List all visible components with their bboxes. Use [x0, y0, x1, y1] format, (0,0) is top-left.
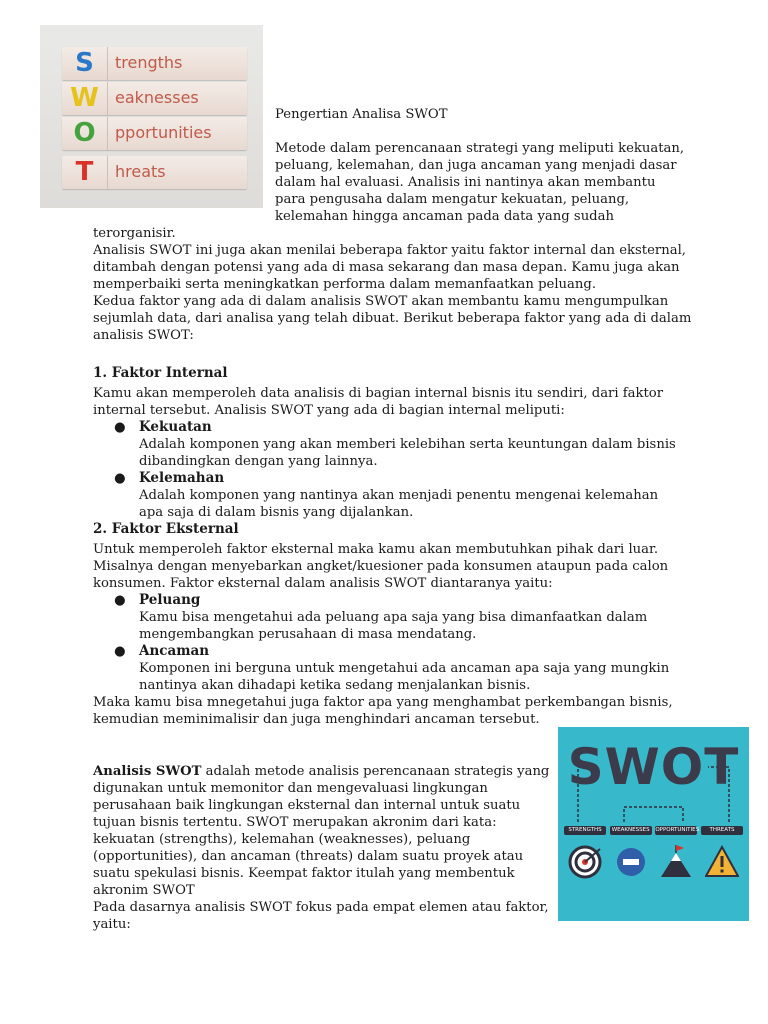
intro-paragraph [275, 140, 695, 225]
text-line: Misalnya dengan menyebarkan angket/kuesioner pada konsumen ataupun pada calon [93, 559, 669, 574]
swot-infographic-image [558, 727, 749, 921]
text-line: perusahaan baik lingkungan eksternal dan internal untuk suatu [93, 798, 521, 813]
block-letter: W [70, 83, 99, 113]
block-letter: T [75, 157, 94, 187]
text-line: akronim SWOT [93, 883, 195, 898]
column-threats [701, 826, 743, 908]
text-line: konsumen. Faktor eksternal dalam analisis SWOT diantaranya yaitu: [93, 576, 553, 591]
text-line: Kedua faktor yang ada di dalam analisis SWOT akan membantu kamu mengumpulkan [93, 294, 669, 309]
column-label: STRENGTHS [564, 826, 606, 835]
text-line: tujuan bisnis tertentu. SWOT merupakan akronim dari kata: [93, 815, 497, 830]
minus-icon [610, 841, 652, 883]
block-opportunities [62, 117, 247, 150]
block-strengths [62, 47, 247, 80]
intro-line: dalam hal evaluasi. Analisis ini nantinya akan membantu [275, 175, 656, 190]
column-label: WEAKNESSES [610, 826, 652, 835]
paragraph-3 [93, 694, 693, 728]
text-line: analisis SWOT: [93, 328, 194, 343]
text-line: nantinya akan dihadapi ketika sedang menjalankan bisnis. [139, 678, 531, 693]
intro-line: peluang, kelemahan, dan juga ancaman yang menjadi dasar [275, 158, 677, 173]
intro-tail: terorganisir. [93, 226, 176, 241]
intro-title: Pengertian Analisa SWOT [275, 107, 448, 122]
intro-line: kelemahan hingga ancaman pada data yang sudah [275, 209, 614, 224]
text-line: yaitu: [93, 917, 131, 932]
infographic-columns [564, 826, 743, 908]
paragraph-2 [93, 293, 693, 344]
intro-line: Metode dalam perencanaan strategi yang meliputi kekuatan, [275, 141, 685, 156]
text-line: Analisis SWOT ini juga akan menilai beberapa faktor yaitu faktor internal dan eksternal, [93, 243, 686, 258]
list-item-title: Peluang [139, 592, 201, 608]
warning-icon [701, 841, 743, 883]
text-line: kekuatan (strengths), kelemahan (weaknesses), peluang [93, 832, 471, 847]
external-list [93, 592, 693, 694]
block-word: eaknesses [115, 88, 199, 107]
text-line: Pada dasarnya analisis SWOT fokus pada empat elemen atau faktor, [93, 900, 549, 915]
text-line: Kamu bisa mengetahui ada peluang apa saja yang bisa dimanfaatkan dalam [139, 610, 648, 625]
text-line: internal tersebut. Analisis SWOT yang ada di bagian internal meliputi: [93, 403, 565, 418]
bullet-icon: ● [114, 593, 126, 608]
text-line: dibandingkan dengan yang lainnya. [139, 454, 378, 469]
text-line: Untuk memperoleh faktor eksternal maka kamu akan membutuhkan pihak dari luar. [93, 542, 659, 557]
text-line: mengembangkan perusahaan di masa mendatang. [139, 627, 477, 642]
block-word: hreats [115, 162, 166, 181]
block-letter: O [73, 118, 96, 148]
column-opportunities [655, 826, 700, 908]
text-line: Maka kamu bisa mnegetahui juga faktor apa yang menghambat perkembangan bisnis, [93, 695, 673, 710]
final-bold-term: Analisis SWOT [93, 764, 202, 779]
bullet-icon: ● [114, 471, 126, 486]
list-item [93, 470, 693, 521]
text-line: apa saja di dalam bisnis yang dijalankan. [139, 505, 414, 520]
infographic-title: SWOT [567, 738, 740, 796]
text-line: sejumlah data, dari analisa yang telah dibuat. Berikut beberapa faktor yang ada di dalam [93, 311, 692, 326]
block-letter: S [75, 48, 94, 78]
text-line: memperbaiki serta meningkatkan performa dalam memanfaatkan peluang. [93, 277, 597, 292]
text-line: Adalah komponen yang akan memberi kelebihan serta keuntungan dalam bisnis [139, 437, 676, 452]
list-item-title: Kelemahan [139, 470, 225, 486]
target-icon [564, 841, 606, 883]
list-item-title: Ancaman [139, 643, 210, 659]
column-label: THREATS [701, 826, 743, 835]
column-weaknesses [610, 826, 652, 908]
list-item [93, 643, 693, 694]
text-line: ditambah dengan potensi yang ada di masa sekarang dan masa depan. Kamu juga akan [93, 260, 680, 275]
list-item [93, 592, 693, 643]
bullet-icon: ● [114, 644, 126, 659]
list-item-title: Kekuatan [139, 419, 212, 435]
final-paragraph [93, 763, 553, 933]
text-line: digunakan untuk memonitor dan mengevaluasi lingkungan [93, 781, 488, 796]
internal-list [93, 419, 693, 521]
external-intro [93, 541, 693, 592]
section-heading-external: 2. Faktor Eksternal [93, 521, 239, 537]
text-line: (opportunities), dan ancaman (threats) dalam suatu proyek atau [93, 849, 524, 864]
intro-line: para pengusaha dalam mengatur kekuatan, peluang, [275, 192, 630, 207]
block-word: pportunities [115, 123, 212, 142]
block-weaknesses [62, 82, 247, 115]
main-text [93, 225, 693, 728]
swot-blocks-image [40, 25, 263, 208]
text-line: kemudian meminimalisir dan juga menghindari ancaman tersebut. [93, 712, 540, 727]
mountain-flag-icon [655, 841, 697, 883]
block-threats [62, 156, 247, 189]
column-strengths [564, 826, 606, 908]
text-line: suatu spekulasi bisnis. Keempat faktor itulah yang membentuk [93, 866, 515, 881]
internal-intro [93, 385, 693, 419]
text-line: Adalah komponen yang nantinya akan menjadi penentu mengenai kelemahan [139, 488, 659, 503]
text-line: Komponen ini berguna untuk mengetahui ada ancaman apa saja yang mungkin [139, 661, 670, 676]
column-label: OPPORTUNITIES [655, 827, 700, 833]
section-heading-internal: 1. Faktor Internal [93, 365, 228, 381]
paragraph-1 [93, 242, 693, 293]
list-item [93, 419, 693, 470]
text-line: Kamu akan memperoleh data analisis di bagian internal bisnis itu sendiri, dari faktor [93, 386, 664, 401]
bullet-icon: ● [114, 420, 126, 435]
block-word: trengths [115, 53, 183, 72]
text-line: adalah metode analisis perencanaan strategis yang [201, 764, 550, 779]
